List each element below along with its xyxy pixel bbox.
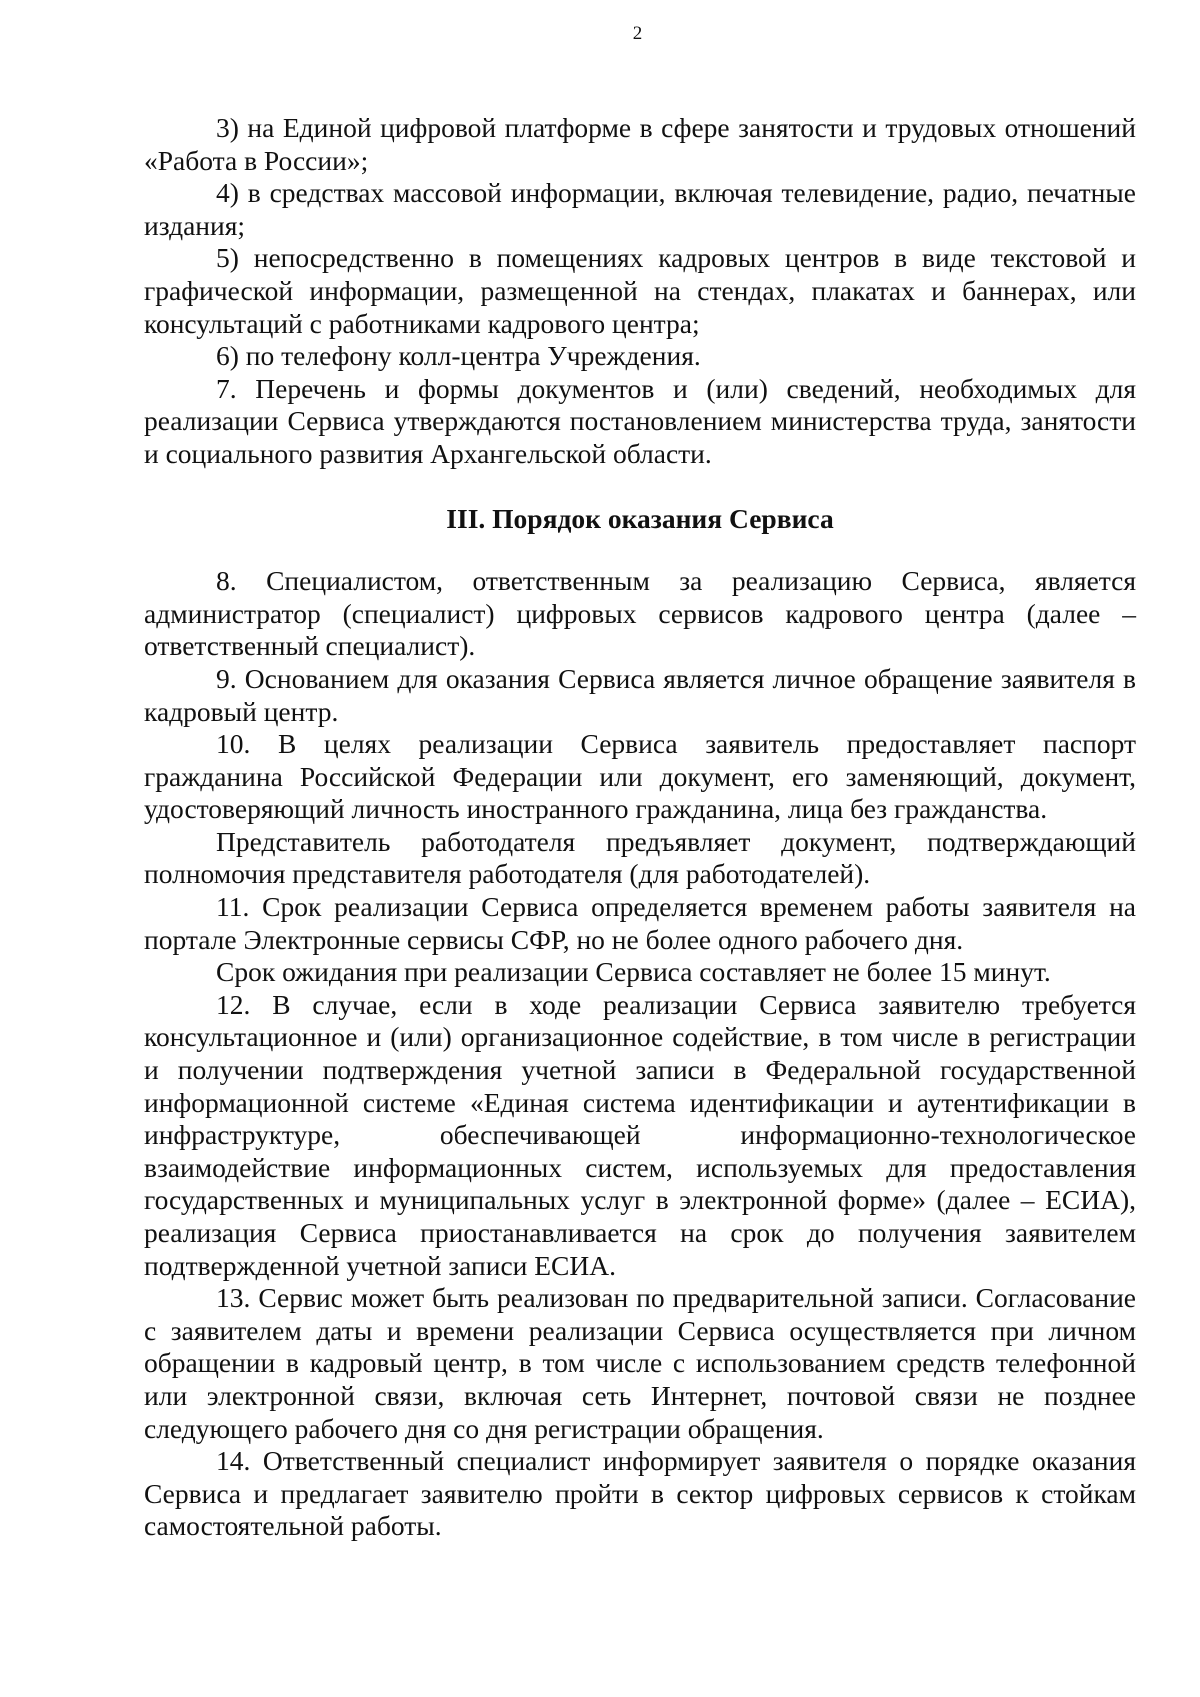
list-item-4: 4) в средствах массовой информации, включая телевидение, радио, печатные издания; xyxy=(144,177,1136,241)
clause-11-waiting: Срок ожидания при реализации Сервиса составляет не более 15 минут. xyxy=(216,956,1051,988)
page-number: 2 xyxy=(632,23,643,44)
clause-8: 8. Специалистом, ответственным за реализацию Сервиса, является администратор (специалист) цифровых сервисов кадрового центра (далее – ответственный специалист). xyxy=(144,565,1136,662)
clause-14: 14. Ответственный специалист информирует заявителя о порядке оказания Сервиса и предлагает заявителю пройти в сектор цифровых сервисов к стойкам самостоятельной работы. xyxy=(144,1445,1136,1542)
clause-7: 7. Перечень и формы документов и (или) сведений, необходимых для реализации Сервиса утверждаются постановлением министерства труда, занятости и социального развития Архангельской области. xyxy=(144,372,1136,469)
section-heading: III. Порядок оказания Сервиса xyxy=(446,502,834,534)
clause-10: 10. В целях реализации Сервиса заявитель предоставляет паспорт гражданина Российской Федерации или документ, его заменяющий, документ, удостоверяющий личность иностранного гражданина, лица без гражданства. xyxy=(144,728,1136,825)
clause-9: 9. Основанием для оказания Сервиса является личное обращение заявителя в кадровый центр. xyxy=(144,662,1136,727)
clause-11: 11. Срок реализации Сервиса определяется временем работы заявителя на портале Электронные сервисы СФР, но не более одного рабочего дня. xyxy=(144,891,1136,955)
list-item-5: 5) непосредственно в помещениях кадровых центров в виде текстовой и графической информации, размещенной на стендах, плакатах и баннерах, или консультаций с работниками кадрового центра; xyxy=(144,242,1136,339)
clause-13: 13. Сервис может быть реализован по предварительной записи. Согласование с заявителем даты и времени реализации Сервиса осуществляется при личном обращении в кадровый центр, в том числе с использованием средств телефонной или электронной связи, включая сеть Интернет, почтовой связи не позднее следующего рабочего дня со дня регистрации обращения. xyxy=(144,1282,1136,1444)
list-item-3: 3) на Единой цифровой платформе в сфере занятости и трудовых отношений «Работа в России»; xyxy=(144,112,1136,176)
clause-10-employer: Представитель работодателя предъявляет документ, подтверждающий полномочия представителя работодателя (для работодателей). xyxy=(144,825,1136,890)
list-item-6: 6) по телефону колл-центра Учреждения. xyxy=(216,340,701,372)
clause-12: 12. В случае, если в ходе реализации Сервиса заявителю требуется консультационное и (или) организационное содействие, в том числе в регистрации и получении подтверждения учетной записи в Федеральной государственной информационной системе «Единая система идентификации и аутентификации в инфраструктуре, обеспечивающей информационно-технологическое взаимодействие информационных систем, используемых для предоставления государственных и муниципальных услуг в электронной форме» (далее – ЕСИА), реализация Сервиса приостанавливается на срок до получения заявителем подтвержденной учетной записи ЕСИА. xyxy=(144,988,1136,1281)
document-body xyxy=(144,112,1136,1543)
